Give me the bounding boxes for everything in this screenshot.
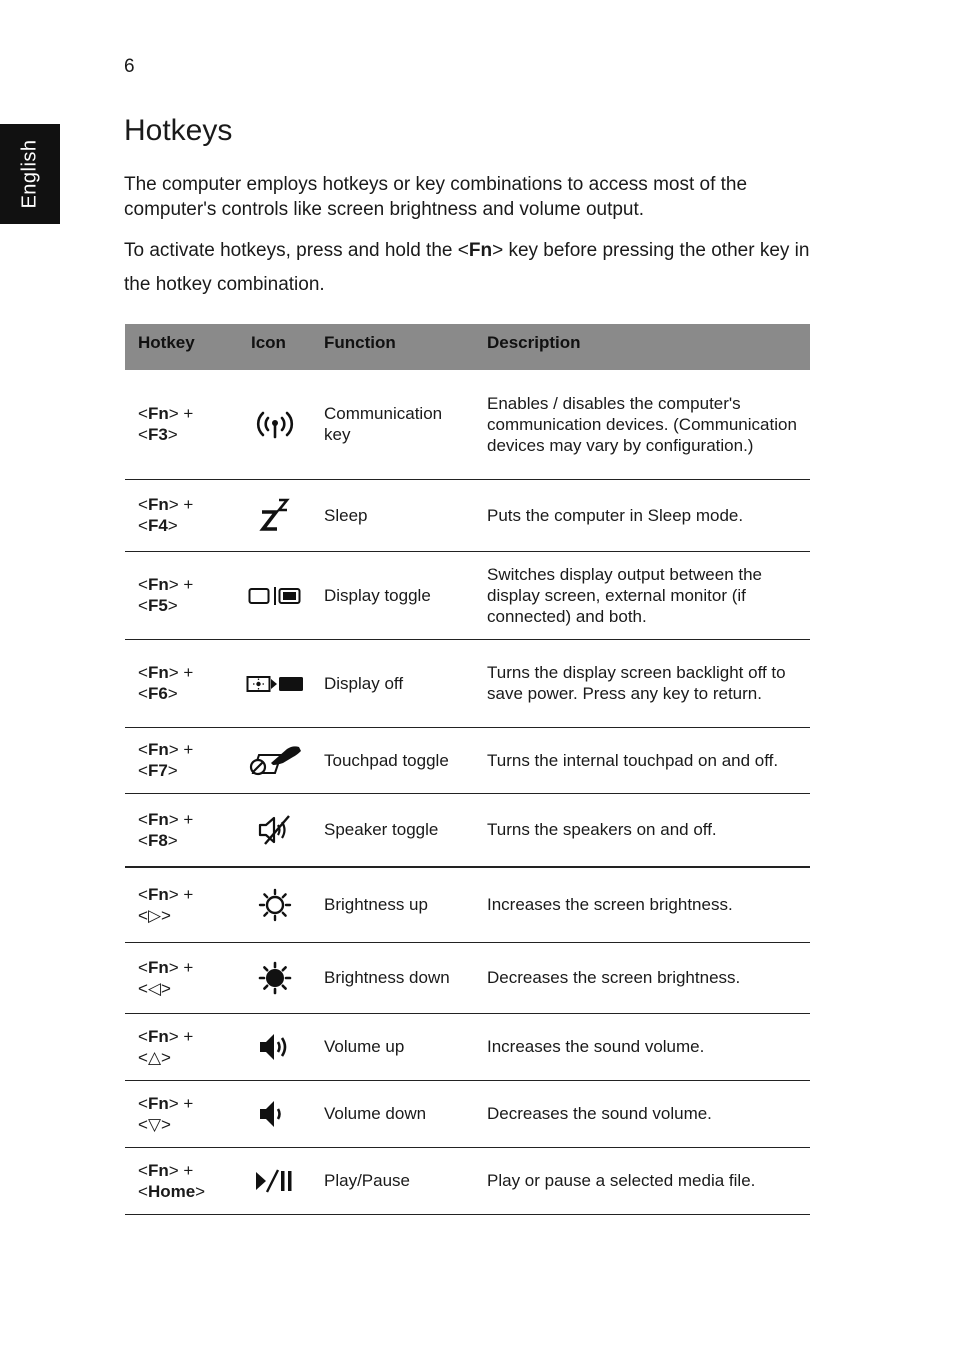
table-row: [125, 1080, 810, 1147]
table-row: [125, 1013, 810, 1080]
icon-cell: [238, 727, 311, 793]
hotkey-key: ▷: [147, 905, 162, 925]
function-cell: Volume up: [311, 1013, 474, 1080]
function-cell: Brightness down: [311, 942, 474, 1013]
description-cell: Increases the screen brightness.: [474, 867, 810, 942]
function-cell: Communication key: [311, 370, 474, 479]
hotkey-key: F3: [147, 425, 168, 445]
description-cell: Turns the display screen backlight off to save power. Press any key to return.: [474, 639, 810, 727]
table-row: [125, 727, 810, 793]
fn-key: Fn: [147, 1160, 169, 1180]
icon-cell: [238, 370, 311, 479]
function-cell: Volume down: [311, 1080, 474, 1147]
hotkey-cell: <Fn> + <F8>: [125, 793, 238, 867]
hotkey-key: F7: [147, 761, 168, 780]
page-number: 6: [124, 56, 135, 77]
header-description: Description: [474, 324, 810, 370]
icon-cell: [238, 639, 311, 727]
description-cell: Switches display output between the display screen, external monitor (if connected) and both.: [474, 551, 810, 639]
communication-icon: [254, 407, 296, 441]
hotkey-key: F4: [147, 516, 168, 535]
hotkey-cell: <Fn> + <△>: [125, 1013, 238, 1080]
hotkeys-table: [125, 324, 810, 1215]
icon-cell: [238, 551, 311, 639]
icon-cell: [238, 1080, 311, 1147]
description-cell: Decreases the screen brightness.: [474, 942, 810, 1013]
icon-cell: [238, 867, 311, 942]
function-cell: Brightness up: [311, 867, 474, 942]
hotkey-key: ◁: [147, 978, 162, 998]
activate-text-before: To activate hotkeys, press and hold the <: [124, 240, 469, 261]
hotkey-cell: <Fn> + <F3>: [125, 370, 238, 479]
activate-paragraph: [124, 234, 814, 302]
hotkey-key: F6: [147, 684, 168, 703]
table-row: [125, 551, 810, 639]
function-cell: Play/Pause: [311, 1147, 474, 1214]
fn-key: Fn: [147, 575, 169, 594]
description-cell: Increases the sound volume.: [474, 1013, 810, 1080]
table-row: [125, 942, 810, 1013]
speaker-toggle-icon: [257, 814, 293, 846]
table-row: [125, 370, 810, 479]
hotkey-key: Home: [147, 1181, 196, 1201]
language-tab: [0, 124, 60, 224]
brightness-up-icon: [258, 888, 292, 922]
hotkey-cell: <Fn> + <F6>: [125, 639, 238, 727]
table-row: [125, 793, 810, 867]
hotkey-cell: <Fn> + <▽>: [125, 1080, 238, 1147]
hotkey-key: △: [147, 1047, 162, 1067]
fn-key: Fn: [147, 495, 169, 514]
display-toggle-icon: [248, 586, 302, 606]
fn-key: Fn: [147, 663, 169, 682]
fn-key: Fn: [147, 1093, 169, 1113]
hotkey-cell: <Fn> + <Home>: [125, 1147, 238, 1214]
icon-cell: [238, 479, 311, 551]
icon-cell: [238, 793, 311, 867]
fn-key: Fn: [147, 884, 169, 904]
fn-key: Fn: [147, 957, 169, 977]
function-cell: Speaker toggle: [311, 793, 474, 867]
function-cell: Display toggle: [311, 551, 474, 639]
icon-cell: [238, 1147, 311, 1214]
volume-down-icon: [257, 1098, 293, 1130]
table-row: [125, 639, 810, 727]
hotkey-cell: <Fn> + <▷>: [125, 867, 238, 942]
description-cell: Turns the speakers on and off.: [474, 793, 810, 867]
intro-paragraph: The computer employs hotkeys or key combinations to access most of the computer's controls like screen brightness and volume output.: [124, 174, 748, 220]
language-tab-label: English: [18, 139, 41, 209]
hotkey-cell: <Fn> + <F5>: [125, 551, 238, 639]
display-off-icon: [246, 675, 304, 693]
hotkey-key: F8: [147, 830, 168, 850]
hotkey-key: F5: [147, 596, 168, 615]
table-header-row: [125, 324, 810, 370]
function-cell: Sleep: [311, 479, 474, 551]
activate-key: Fn: [468, 240, 493, 261]
description-cell: Decreases the sound volume.: [474, 1080, 810, 1147]
description-cell: Play or pause a selected media file.: [474, 1147, 810, 1214]
sleep-icon: [258, 497, 292, 533]
header-function: Function: [311, 324, 474, 370]
table-row: [125, 1147, 810, 1214]
header-hotkey: Hotkey: [125, 324, 238, 370]
function-cell: Touchpad toggle: [311, 727, 474, 793]
touchpad-toggle-icon: [247, 743, 303, 777]
description-cell: Turns the internal touchpad on and off.: [474, 727, 810, 793]
header-icon: Icon: [238, 324, 311, 370]
table-row: [125, 867, 810, 942]
brightness-down-icon: [258, 961, 292, 995]
fn-key: Fn: [147, 404, 169, 424]
function-cell: Display off: [311, 639, 474, 727]
fn-key: Fn: [147, 740, 169, 759]
activate-text-after: > key before pressing the other key in the hotkey combination.: [124, 240, 810, 295]
fn-key: Fn: [147, 1026, 169, 1046]
fn-key: Fn: [147, 809, 169, 829]
description-cell: Enables / disables the computer's communication devices. (Communication devices may vary by configuration.): [474, 370, 810, 479]
table-row: [125, 479, 810, 551]
icon-cell: [238, 942, 311, 1013]
page-title: Hotkeys: [124, 114, 233, 147]
volume-up-icon: [257, 1031, 293, 1063]
play-pause-icon: [254, 1168, 296, 1194]
hotkey-cell: <Fn> + <◁>: [125, 942, 238, 1013]
hotkey-key: ▽: [147, 1114, 162, 1134]
hotkey-cell: <Fn> + <F7>: [125, 727, 238, 793]
hotkey-cell: <Fn> + <F4>: [125, 479, 238, 551]
icon-cell: [238, 1013, 311, 1080]
description-cell: Puts the computer in Sleep mode.: [474, 479, 810, 551]
